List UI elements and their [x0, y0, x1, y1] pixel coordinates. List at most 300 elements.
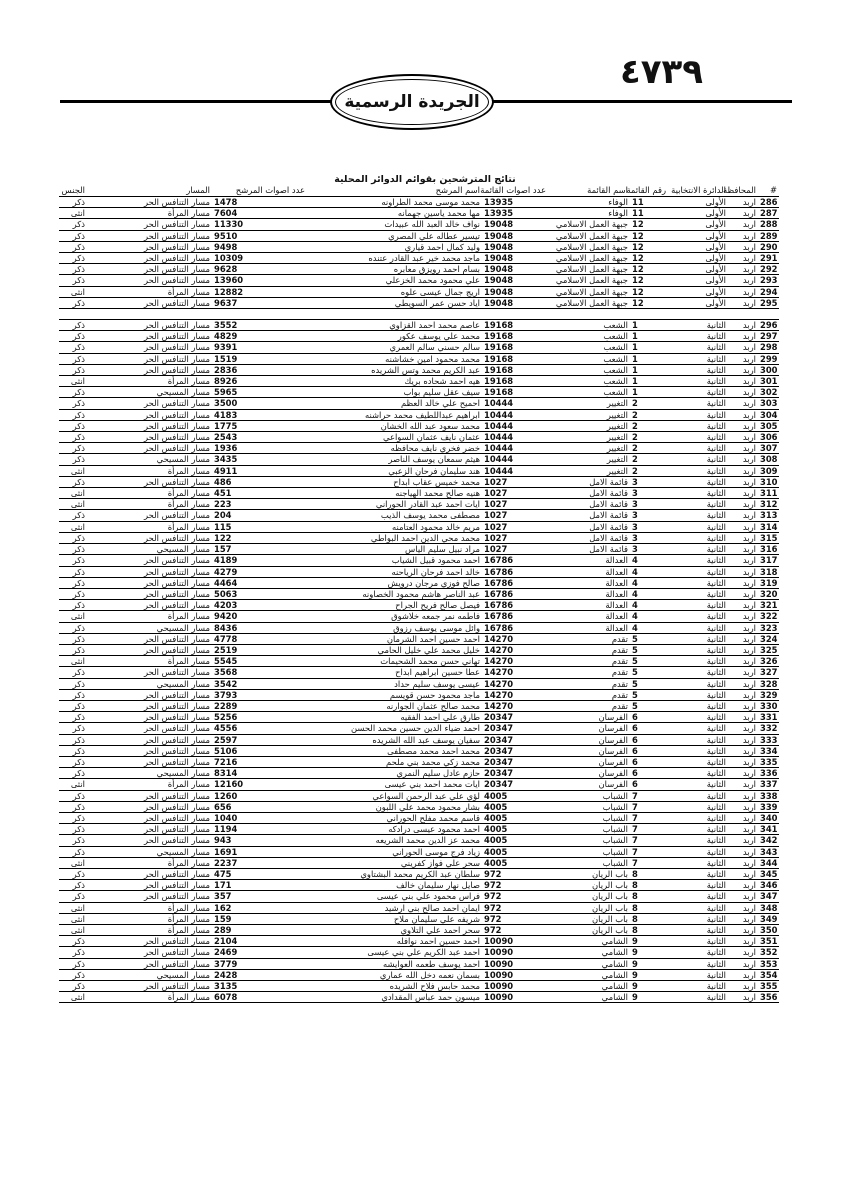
- cell-candidate-votes: 357: [212, 891, 307, 902]
- column-header-list-number: رقم القائمة: [626, 185, 666, 196]
- cell-list-votes: 19048: [482, 297, 548, 308]
- cell-candidate-name: وليد كمال احمد قياري: [307, 241, 482, 252]
- cell-list-number: 3: [630, 521, 668, 532]
- cell-candidate-name: احمد عبد الكريم علي بني عيسى: [307, 947, 482, 958]
- cell-list-name: الشباب: [548, 846, 630, 857]
- cell-gender: ذكر: [59, 644, 87, 655]
- cell-district: الثانية: [668, 398, 728, 409]
- table-row: [59, 465, 779, 476]
- group-separator: [59, 309, 779, 320]
- cell-candidate-name: صالح فوزي مرجان درويش: [307, 577, 482, 588]
- cell-candidate-name: بسمان نعمه دخل الله عماري: [307, 969, 482, 980]
- cell-candidate-votes: 3435: [212, 454, 307, 465]
- cell-list-number: 7: [630, 835, 668, 846]
- cell-gender: ذكر: [59, 432, 87, 443]
- cell-gender: انثى: [59, 925, 87, 936]
- cell-candidate-name: شريفه علي سليمان ملاح: [307, 913, 482, 924]
- cell-gender: ذكر: [59, 734, 87, 745]
- cell-district: الثانية: [668, 992, 728, 1003]
- cell-index: 321: [760, 600, 778, 611]
- cell-gender: ذكر: [59, 275, 87, 286]
- cell-index: 309: [760, 465, 778, 476]
- table-row: [59, 656, 779, 667]
- cell-gender: ذكر: [59, 398, 87, 409]
- cell-index: 319: [760, 577, 778, 588]
- cell-index: 330: [760, 700, 778, 711]
- cell-list-votes: 1027: [482, 532, 548, 543]
- cell-gender: ذكر: [59, 197, 87, 208]
- table-row: [59, 913, 779, 924]
- cell-track: مسار التنافس الحر: [87, 812, 212, 823]
- cell-district: الثانية: [668, 857, 728, 868]
- page-number: ٤٧٣٩: [620, 52, 704, 92]
- table-row: [59, 947, 779, 958]
- cell-district: الثانية: [668, 364, 728, 375]
- cell-candidate-name: سيف عقل سليم بواب: [307, 387, 482, 398]
- cell-track: مسار التنافس الحر: [87, 936, 212, 947]
- cell-candidate-votes: 5063: [212, 588, 307, 599]
- table-row: [59, 936, 779, 947]
- table-row: [59, 812, 779, 823]
- cell-track: مسار المرأة: [87, 499, 212, 510]
- cell-list-name: الشعب: [548, 353, 630, 364]
- cell-district: الثانية: [668, 577, 728, 588]
- cell-governorate: اربد: [728, 420, 758, 431]
- cell-candidate-name: خليل محمد علي خليل الحامي: [307, 644, 482, 655]
- cell-candidate-name: هند سليمان فرحان الزعبي: [307, 465, 482, 476]
- table-row: [59, 297, 779, 308]
- cell-track: مسار المرأة: [87, 857, 212, 868]
- cell-district: الثانية: [668, 476, 728, 487]
- cell-list-number: 6: [630, 768, 668, 779]
- cell-index: 291: [760, 253, 778, 264]
- cell-candidate-name: محمد خميس عقاب ابداح: [307, 476, 482, 487]
- cell-list-number: 1: [630, 387, 668, 398]
- cell-candidate-name: ايات احمد عبد القادر الحوراني: [307, 499, 482, 510]
- cell-candidate-votes: 4464: [212, 577, 307, 588]
- cell-candidate-votes: 4778: [212, 633, 307, 644]
- cell-gender: ذكر: [59, 723, 87, 734]
- cell-candidate-name: لؤي علي عبد الرحمن السواعي: [307, 790, 482, 801]
- cell-governorate: اربد: [728, 364, 758, 375]
- cell-index: 347: [760, 891, 778, 902]
- cell-index: 294: [760, 286, 778, 297]
- table-row: [59, 835, 779, 846]
- cell-candidate-votes: 943: [212, 835, 307, 846]
- cell-list-name: التغيير: [548, 443, 630, 454]
- cell-gender: ذكر: [59, 387, 87, 398]
- publication-emblem: [330, 74, 494, 130]
- cell-list-name: التغيير: [548, 465, 630, 476]
- cell-governorate: اربد: [728, 342, 758, 353]
- cell-candidate-votes: 9498: [212, 241, 307, 252]
- cell-index: 353: [760, 958, 778, 969]
- cell-candidate-votes: 4203: [212, 600, 307, 611]
- cell-gender: ذكر: [59, 790, 87, 801]
- cell-list-number: 6: [630, 723, 668, 734]
- cell-list-name: الشباب: [548, 801, 630, 812]
- table-row: [59, 320, 779, 331]
- cell-gender: ذكر: [59, 566, 87, 577]
- cell-track: مسار التنافس الحر: [87, 588, 212, 599]
- cell-list-name: الشامي: [548, 981, 630, 992]
- cell-list-name: جبهة العمل الاسلامي: [548, 275, 630, 286]
- cell-list-name: الشباب: [548, 857, 630, 868]
- table-row: [59, 644, 779, 655]
- column-header-governorate: المحافظة: [722, 185, 756, 196]
- cell-governorate: اربد: [728, 633, 758, 644]
- cell-track: مسار التنافس الحر: [87, 532, 212, 543]
- cell-list-number: 7: [630, 846, 668, 857]
- cell-gender: ذكر: [59, 745, 87, 756]
- cell-candidate-votes: 4279: [212, 566, 307, 577]
- cell-gender: ذكر: [59, 588, 87, 599]
- cell-list-number: 7: [630, 812, 668, 823]
- cell-candidate-votes: 4183: [212, 409, 307, 420]
- cell-index: 341: [760, 824, 778, 835]
- cell-candidate-votes: 3542: [212, 678, 307, 689]
- cell-index: 310: [760, 476, 778, 487]
- column-header-candidate-name: اسم المرشح: [307, 185, 482, 197]
- table-row: [59, 801, 779, 812]
- cell-district: الثانية: [668, 342, 728, 353]
- cell-list-number: 11: [630, 208, 668, 219]
- cell-track: مسار التنافس الحر: [87, 891, 212, 902]
- cell-governorate: اربد: [728, 409, 758, 420]
- cell-governorate: اربد: [728, 801, 758, 812]
- cell-track: مسار المرأة: [87, 779, 212, 790]
- cell-district: الثانية: [668, 443, 728, 454]
- table-row: [59, 376, 779, 387]
- table-row: [59, 532, 779, 543]
- cell-governorate: اربد: [728, 499, 758, 510]
- cell-district: الثانية: [668, 611, 728, 622]
- cell-list-votes: 16786: [482, 566, 548, 577]
- cell-list-name: تقدم: [548, 700, 630, 711]
- cell-candidate-name: تيسير عطاله علي المصري: [307, 230, 482, 241]
- cell-index: 344: [760, 857, 778, 868]
- cell-index: 303: [760, 398, 778, 409]
- cell-track: مسار التنافس الحر: [87, 264, 212, 275]
- cell-candidate-votes: 11330: [212, 219, 307, 230]
- cell-list-name: تقدم: [548, 678, 630, 689]
- cell-candidate-name: محمد حابس فلاح الشريده: [307, 981, 482, 992]
- cell-list-number: 4: [630, 611, 668, 622]
- cell-governorate: اربد: [728, 824, 758, 835]
- cell-list-votes: 972: [482, 880, 548, 891]
- cell-list-votes: 1027: [482, 544, 548, 555]
- cell-list-number: 4: [630, 588, 668, 599]
- table-row: [59, 510, 779, 521]
- cell-candidate-votes: 475: [212, 868, 307, 879]
- cell-track: مسار التنافس الحر: [87, 342, 212, 353]
- cell-index: 346: [760, 880, 778, 891]
- cell-list-name: الفرسان: [548, 712, 630, 723]
- cell-list-number: 2: [630, 398, 668, 409]
- cell-list-votes: 20347: [482, 712, 548, 723]
- table-row: [59, 197, 779, 208]
- cell-district: الثانية: [668, 331, 728, 342]
- cell-district: الثانية: [668, 387, 728, 398]
- cell-index: 305: [760, 420, 778, 431]
- cell-gender: ذكر: [59, 678, 87, 689]
- cell-list-votes: 14270: [482, 678, 548, 689]
- cell-track: مسار المسيحي: [87, 387, 212, 398]
- cell-track: مسار التنافس الحر: [87, 880, 212, 891]
- table-row: [59, 499, 779, 510]
- cell-gender: انثى: [59, 521, 87, 532]
- cell-track: مسار التنافس الحر: [87, 409, 212, 420]
- table-row: [59, 443, 779, 454]
- cell-district: الأولى: [668, 219, 728, 230]
- table-header-row: [59, 185, 779, 197]
- cell-list-name: تقدم: [548, 689, 630, 700]
- cell-district: الثانية: [668, 454, 728, 465]
- cell-index: 301: [760, 376, 778, 387]
- cell-list-votes: 14270: [482, 700, 548, 711]
- cell-district: الثانية: [668, 622, 728, 633]
- cell-gender: انثى: [59, 611, 87, 622]
- cell-index: 333: [760, 734, 778, 745]
- cell-index: 300: [760, 364, 778, 375]
- cell-gender: ذكر: [59, 476, 87, 487]
- cell-governorate: اربد: [728, 230, 758, 241]
- cell-list-name: التغيير: [548, 454, 630, 465]
- cell-track: مسار المرأة: [87, 913, 212, 924]
- cell-list-votes: 10444: [482, 398, 548, 409]
- cell-index: 320: [760, 588, 778, 599]
- cell-candidate-votes: 10309: [212, 253, 307, 264]
- cell-candidate-name: سحر علي فواز كفريني: [307, 857, 482, 868]
- cell-district: الثانية: [668, 510, 728, 521]
- table-row: [59, 779, 779, 790]
- cell-district: الثانية: [668, 566, 728, 577]
- cell-governorate: اربد: [728, 936, 758, 947]
- cell-candidate-name: ميسون حمد عباس المقدادي: [307, 992, 482, 1003]
- cell-district: الثانية: [668, 667, 728, 678]
- cell-governorate: اربد: [728, 880, 758, 891]
- cell-governorate: اربد: [728, 700, 758, 711]
- cell-list-name: العدالة: [548, 577, 630, 588]
- cell-district: الثانية: [668, 824, 728, 835]
- cell-track: مسار التنافس الحر: [87, 275, 212, 286]
- cell-index: 295: [760, 297, 778, 308]
- cell-gender: ذكر: [59, 633, 87, 644]
- cell-governorate: اربد: [728, 745, 758, 756]
- cell-track: مسار التنافس الحر: [87, 241, 212, 252]
- cell-candidate-votes: 4189: [212, 555, 307, 566]
- cell-track: مسار المرأة: [87, 488, 212, 499]
- cell-list-votes: 14270: [482, 656, 548, 667]
- cell-governorate: اربد: [728, 454, 758, 465]
- cell-list-name: الشامي: [548, 958, 630, 969]
- table-row: [59, 969, 779, 980]
- cell-candidate-votes: 3568: [212, 667, 307, 678]
- cell-list-name: تقدم: [548, 644, 630, 655]
- cell-district: الثانية: [668, 745, 728, 756]
- cell-list-name: قائمة الامل: [548, 510, 630, 521]
- cell-index: 339: [760, 801, 778, 812]
- cell-list-votes: 1027: [482, 510, 548, 521]
- cell-list-number: 8: [630, 891, 668, 902]
- cell-track: مسار المسيحي: [87, 622, 212, 633]
- table-row: [59, 488, 779, 499]
- cell-index: 352: [760, 947, 778, 958]
- cell-list-name: قائمة الامل: [548, 488, 630, 499]
- cell-district: الأولى: [668, 297, 728, 308]
- cell-list-name: الشامي: [548, 947, 630, 958]
- table-row: [59, 454, 779, 465]
- cell-list-number: 3: [630, 476, 668, 487]
- cell-list-name: العدالة: [548, 600, 630, 611]
- cell-candidate-name: صايل نهار سليمان خالف: [307, 880, 482, 891]
- table-row: [59, 667, 779, 678]
- cell-gender: انثى: [59, 286, 87, 297]
- cell-governorate: اربد: [728, 779, 758, 790]
- cell-candidate-name: مراد نبيل سليم الياس: [307, 544, 482, 555]
- cell-governorate: اربد: [728, 208, 758, 219]
- cell-candidate-votes: 162: [212, 902, 307, 913]
- cell-candidate-name: هيثم سمعان يوسف الناصر: [307, 454, 482, 465]
- cell-list-name: جبهة العمل الاسلامي: [548, 264, 630, 275]
- cell-candidate-name: احمد حسين احمد الشرمان: [307, 633, 482, 644]
- table-row: [59, 846, 779, 857]
- cell-candidate-name: هيه احمد شحاده بريك: [307, 376, 482, 387]
- cell-candidate-votes: 7216: [212, 756, 307, 767]
- cell-list-number: 2: [630, 443, 668, 454]
- cell-list-name: باب الريان: [548, 925, 630, 936]
- cell-index: 331: [760, 712, 778, 723]
- cell-list-votes: 16786: [482, 588, 548, 599]
- cell-district: الثانية: [668, 801, 728, 812]
- cell-candidate-votes: 4556: [212, 723, 307, 734]
- column-header-list-name: اسم القائمة: [548, 185, 630, 197]
- cell-list-number: 9: [630, 992, 668, 1003]
- cell-index: 306: [760, 432, 778, 443]
- cell-list-number: 2: [630, 465, 668, 476]
- cell-candidate-name: ايمان احمد صالح بني ارشيد: [307, 902, 482, 913]
- table-row: [59, 588, 779, 599]
- cell-gender: ذكر: [59, 969, 87, 980]
- cell-index: 342: [760, 835, 778, 846]
- table-row: [59, 700, 779, 711]
- cell-candidate-name: فراس محمود علي بني عيسى: [307, 891, 482, 902]
- cell-governorate: اربد: [728, 488, 758, 499]
- cell-list-number: 2: [630, 409, 668, 420]
- cell-district: الثانية: [668, 544, 728, 555]
- cell-list-name: جبهة العمل الاسلامي: [548, 219, 630, 230]
- cell-district: الثانية: [668, 521, 728, 532]
- table-row: [59, 622, 779, 633]
- cell-candidate-votes: 2836: [212, 364, 307, 375]
- cell-district: الثانية: [668, 376, 728, 387]
- cell-gender: ذكر: [59, 577, 87, 588]
- cell-candidate-name: محمد موسى محمد الطراونه: [307, 197, 482, 208]
- cell-track: مسار التنافس الحر: [87, 790, 212, 801]
- cell-track: مسار المرأة: [87, 286, 212, 297]
- cell-candidate-name: طارق علي احمد الفقيه: [307, 712, 482, 723]
- cell-gender: ذكر: [59, 353, 87, 364]
- cell-list-number: 5: [630, 667, 668, 678]
- cell-candidate-votes: 223: [212, 499, 307, 510]
- cell-list-votes: 972: [482, 913, 548, 924]
- cell-track: مسار المرأة: [87, 521, 212, 532]
- cell-district: الثانية: [668, 712, 728, 723]
- cell-list-votes: 10444: [482, 454, 548, 465]
- cell-list-votes: 16786: [482, 577, 548, 588]
- cell-list-number: 5: [630, 656, 668, 667]
- cell-list-votes: 10444: [482, 420, 548, 431]
- cell-candidate-name: ماجد محمد خير عبد القادر عتنده: [307, 253, 482, 264]
- cell-district: الثانية: [668, 644, 728, 655]
- cell-gender: ذكر: [59, 880, 87, 891]
- cell-candidate-name: محمد صالح عثمان الجوارنه: [307, 700, 482, 711]
- cell-governorate: اربد: [728, 353, 758, 364]
- cell-gender: انثى: [59, 488, 87, 499]
- cell-candidate-votes: 9391: [212, 342, 307, 353]
- table-row: [59, 521, 779, 532]
- cell-track: مسار التنافس الحر: [87, 253, 212, 264]
- cell-governorate: اربد: [728, 768, 758, 779]
- cell-candidate-name: احمد يوسف طعمه العوايشه: [307, 958, 482, 969]
- cell-gender: ذكر: [59, 241, 87, 252]
- cell-district: الثانية: [668, 925, 728, 936]
- cell-index: 345: [760, 868, 778, 879]
- cell-track: مسار المرأة: [87, 992, 212, 1003]
- table-row: [59, 555, 779, 566]
- cell-candidate-votes: 13960: [212, 275, 307, 286]
- cell-index: 325: [760, 644, 778, 655]
- cell-list-votes: 10444: [482, 465, 548, 476]
- cell-governorate: اربد: [728, 286, 758, 297]
- cell-governorate: اربد: [728, 275, 758, 286]
- cell-district: الثانية: [668, 981, 728, 992]
- cell-index: 336: [760, 768, 778, 779]
- cell-gender: ذكر: [59, 689, 87, 700]
- cell-track: مسار المسيحي: [87, 846, 212, 857]
- cell-district: الثانية: [668, 891, 728, 902]
- cell-governorate: اربد: [728, 521, 758, 532]
- cell-candidate-name: اريج جمال عيسى علوه: [307, 286, 482, 297]
- cell-list-votes: 972: [482, 868, 548, 879]
- cell-list-votes: 1027: [482, 476, 548, 487]
- table-row: [59, 600, 779, 611]
- cell-list-name: باب الريان: [548, 891, 630, 902]
- cell-index: 316: [760, 544, 778, 555]
- cell-index: 313: [760, 510, 778, 521]
- cell-index: 354: [760, 969, 778, 980]
- cell-track: مسار المسيحي: [87, 678, 212, 689]
- cell-gender: ذكر: [59, 947, 87, 958]
- cell-gender: ذكر: [59, 230, 87, 241]
- cell-candidate-votes: 4829: [212, 331, 307, 342]
- cell-track: مسار التنافس الحر: [87, 364, 212, 375]
- table-row: [59, 868, 779, 879]
- cell-list-votes: 4005: [482, 824, 548, 835]
- table-row: [59, 432, 779, 443]
- cell-index: 296: [760, 320, 778, 331]
- cell-list-number: 1: [630, 342, 668, 353]
- cell-track: مسار التنافس الحر: [87, 197, 212, 208]
- table-row: [59, 824, 779, 835]
- cell-candidate-name: عبد الكريم محمد وتس الشريده: [307, 364, 482, 375]
- cell-candidate-votes: 5256: [212, 712, 307, 723]
- cell-track: مسار المرأة: [87, 376, 212, 387]
- cell-index: 311: [760, 488, 778, 499]
- cell-list-votes: 1027: [482, 521, 548, 532]
- table-row: [59, 723, 779, 734]
- cell-list-name: الفرسان: [548, 779, 630, 790]
